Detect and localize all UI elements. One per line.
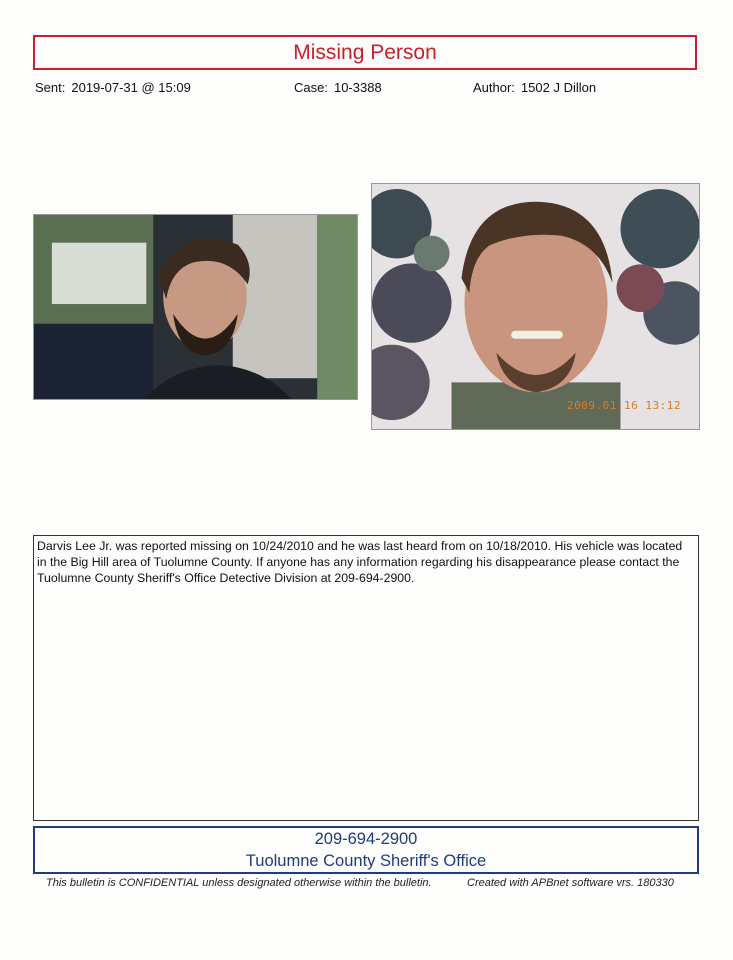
sent-value: 2019-07-31 @ 15:09 xyxy=(71,80,191,95)
contact-banner xyxy=(33,826,699,874)
footer-software: Created with APBnet software vrs. 180330 xyxy=(467,877,674,889)
sent-label: Sent: xyxy=(35,80,66,95)
page-title: Missing Person xyxy=(293,40,437,64)
description-box xyxy=(33,535,699,821)
photo-timestamp: 2009.01.16 13:12 xyxy=(567,399,681,412)
case-value: 10-3388 xyxy=(333,80,382,95)
case-label: Case: xyxy=(294,80,328,95)
photo-right-image xyxy=(372,184,699,429)
footer-confidential: This bulletin is CONFIDENTIAL unless designated otherwise within the bulletin. xyxy=(46,877,432,889)
author-label: Author: xyxy=(473,80,515,95)
photo-left xyxy=(33,214,358,400)
photo-left-image xyxy=(34,215,357,399)
contact-phone: 209-694-2900 xyxy=(314,830,418,848)
contact-agency: Tuolumne County Sheriff's Office xyxy=(245,852,487,870)
photo-right xyxy=(371,183,700,430)
case-field xyxy=(294,80,382,95)
author-value: 1502 J Dillon xyxy=(520,80,597,95)
sent-field xyxy=(35,80,191,95)
description-text: Darvis Lee Jr. was reported missing on 10/24/2010 and he was last heard from on 10/18/2010. His vehicle was located in the Big Hill area of Tuolumne County. If anyone has any information regarding his disappearance please contact the Tuolumne County Sheriff's Office Detective Division at 209-694-2900. xyxy=(37,539,683,585)
title-banner xyxy=(33,35,697,70)
author-field xyxy=(473,80,596,95)
